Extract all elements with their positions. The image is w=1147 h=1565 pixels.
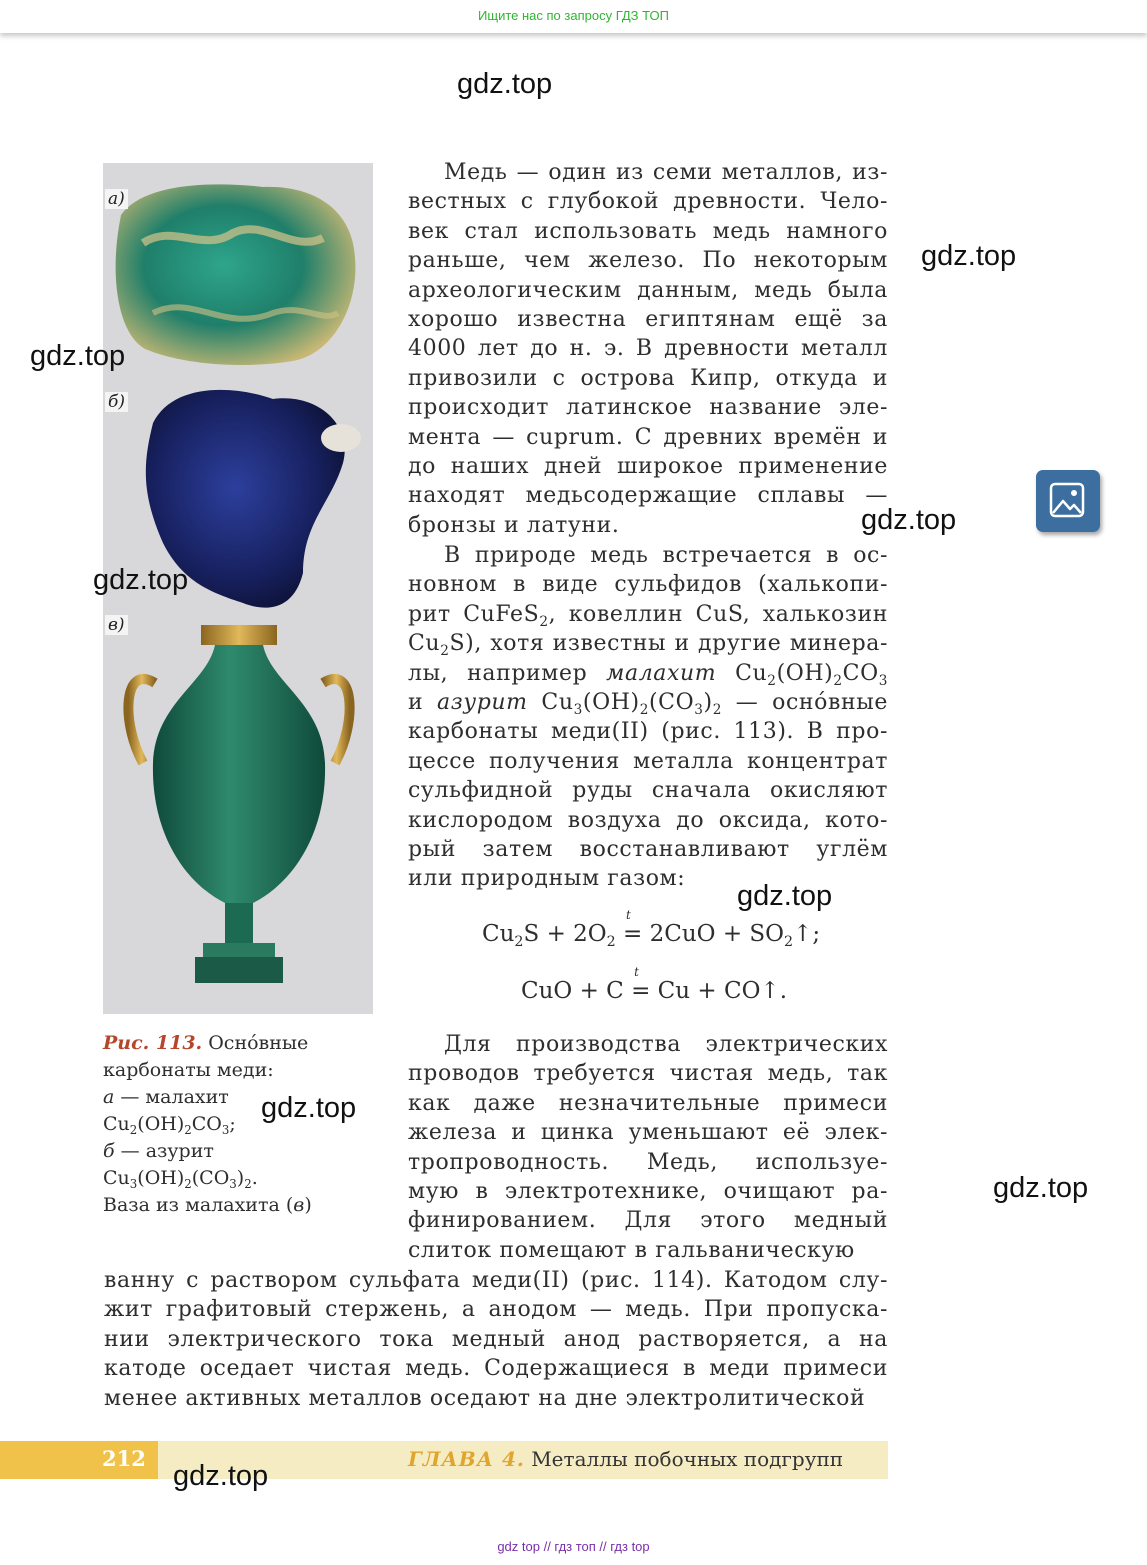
- text-line: тропроводность. Медь, используе-: [408, 1149, 888, 1175]
- figure-label-b: б): [105, 392, 128, 412]
- text-line: привозили с острова Кипр, откуда и: [408, 365, 888, 391]
- text-line: Медь — один из семи металлов, из-: [444, 160, 888, 185]
- text-line: катоде оседает чистая медь. Содержащиеся в меди примеси: [104, 1356, 888, 1382]
- caption-line: $Cu_2(OH)_2CO_3$;: [103, 1113, 236, 1138]
- chapter-heading: [408, 1447, 843, 1471]
- figure-label-c: в): [105, 615, 128, 635]
- equation-1: $Cu_2S + 2O_2$ t = $2CuO + SO_2↑$;: [482, 908, 821, 950]
- caption-text: [103, 1032, 383, 1219]
- text-line: слиток помещают в гальваническую: [408, 1237, 855, 1263]
- text-line: рит CuFeS$_2$, ковеллин CuS, халькозин: [408, 601, 888, 630]
- text-line: Для производства электрических: [444, 1032, 888, 1057]
- top-notice-bar: [0, 0, 1147, 33]
- text-line: мую в электротехнике, очищают ра-: [408, 1179, 888, 1205]
- watermark: gdz.top: [861, 504, 957, 536]
- text-line: век стал использовать медь намного: [408, 218, 888, 244]
- watermark: gdz.top: [173, 1460, 269, 1492]
- text-line: как даже незначительные примеси: [408, 1090, 888, 1116]
- caption-line: карбонаты меди:: [103, 1059, 274, 1081]
- caption-line: а — малахит: [103, 1086, 229, 1108]
- paragraph-2: [408, 541, 888, 894]
- image-icon: [1036, 470, 1100, 532]
- text-line: цессе получения металла концентрат: [408, 748, 888, 774]
- watermark: gdz.top: [30, 340, 126, 372]
- text-line: бронзы и латуни.: [408, 512, 620, 538]
- caption-line: Ваза из малахита (в): [103, 1194, 312, 1216]
- watermark: gdz.top: [261, 1092, 357, 1124]
- text-line: кислородом воздуха до оксида, кото-: [408, 807, 888, 833]
- text-line: 4000 лет до н. э. В древности металл: [408, 336, 888, 362]
- text-line: менее активных металлов оседают на дне электролитической: [104, 1385, 866, 1411]
- text-line: нии электрического тока медный анод растворяется, а на: [104, 1326, 888, 1352]
- caption-line: Оснóвные: [208, 1032, 309, 1054]
- text-line: ванну с раствором сульфата меди(II) (рис. 114). Катодом слу-: [104, 1268, 888, 1293]
- caption-number: Рис. 113.: [103, 1032, 203, 1054]
- text-line: проводов требуется чистая медь, так: [408, 1061, 888, 1087]
- text-line: раньше, чем железо. По некоторым: [408, 248, 888, 274]
- text-line: хорошо известна египтянам ещё за: [408, 307, 888, 333]
- text-line: новном в виде сульфидов (халькопи-: [408, 572, 888, 598]
- text-line: сульфидной руды сначала окисляют: [408, 778, 888, 804]
- bottom-links[interactable]: gdz top // гдз топ // гдз top: [497, 1539, 650, 1554]
- text-line: жит графитовый стержень, а анодом — медь. При пропуска-: [104, 1297, 888, 1323]
- text-line: археологическим данным, медь была: [408, 277, 888, 303]
- paragraph-3: [408, 1030, 888, 1265]
- text-line: рый затем восстанавливают углём: [408, 837, 888, 863]
- caption-line: $Cu_3(OH)_2(CO_3)_2$.: [103, 1167, 258, 1192]
- watermark: gdz.top: [993, 1172, 1089, 1204]
- text-line: В природе медь встречается в ос-: [444, 543, 888, 568]
- view-image-button[interactable]: [1036, 470, 1100, 532]
- watermark: gdz.top: [457, 68, 553, 100]
- paragraph-1: [408, 158, 888, 540]
- page-number: 212: [102, 1446, 146, 1471]
- text-line: вестных с глубокой древности. Чело-: [408, 189, 888, 215]
- text-line: $Cu_2S$), хотя известны и другие минера-: [408, 631, 888, 659]
- paragraph-4: [104, 1266, 888, 1413]
- top-notice[interactable]: Ищите нас по запросу ГДЗ ТОП: [478, 8, 669, 23]
- watermark: gdz.top: [93, 564, 189, 596]
- text-line: мента — cuprum. С древних времён и: [408, 424, 888, 450]
- text-line: происходит латинское название эле-: [408, 395, 888, 421]
- figure-label-a: а): [105, 189, 128, 209]
- malachite-vase: [128, 625, 349, 983]
- caption-line: б — азурит: [103, 1140, 214, 1162]
- text-line: находят медьсодержащие сплавы —: [408, 483, 888, 509]
- chapter-label: ГЛАВА 4.: [408, 1447, 525, 1471]
- text-line: лы, например малахит $Cu_2(OH)_2CO_3$: [408, 660, 889, 689]
- watermark: gdz.top: [737, 880, 833, 912]
- text-line: до наших дней широкое применение: [408, 454, 888, 480]
- text-line: и азурит $Cu_3(OH)_2(CO_3)_2$ — оснóвные: [408, 690, 889, 718]
- chapter-title: Металлы побочных подгрупп: [531, 1447, 844, 1471]
- watermark: gdz.top: [921, 240, 1017, 272]
- malachite-specimen: [116, 184, 356, 365]
- text-line: или природным газом:: [408, 866, 686, 892]
- equation-2: CuO + C t = Cu + CO↑.: [521, 965, 788, 1004]
- text-line: финированием. Для этого медный: [408, 1208, 888, 1234]
- text-line: железа и цинка уменьшают её элек-: [408, 1120, 888, 1146]
- text-line: карбонаты меди(II) (рис. 113). В про-: [408, 719, 888, 745]
